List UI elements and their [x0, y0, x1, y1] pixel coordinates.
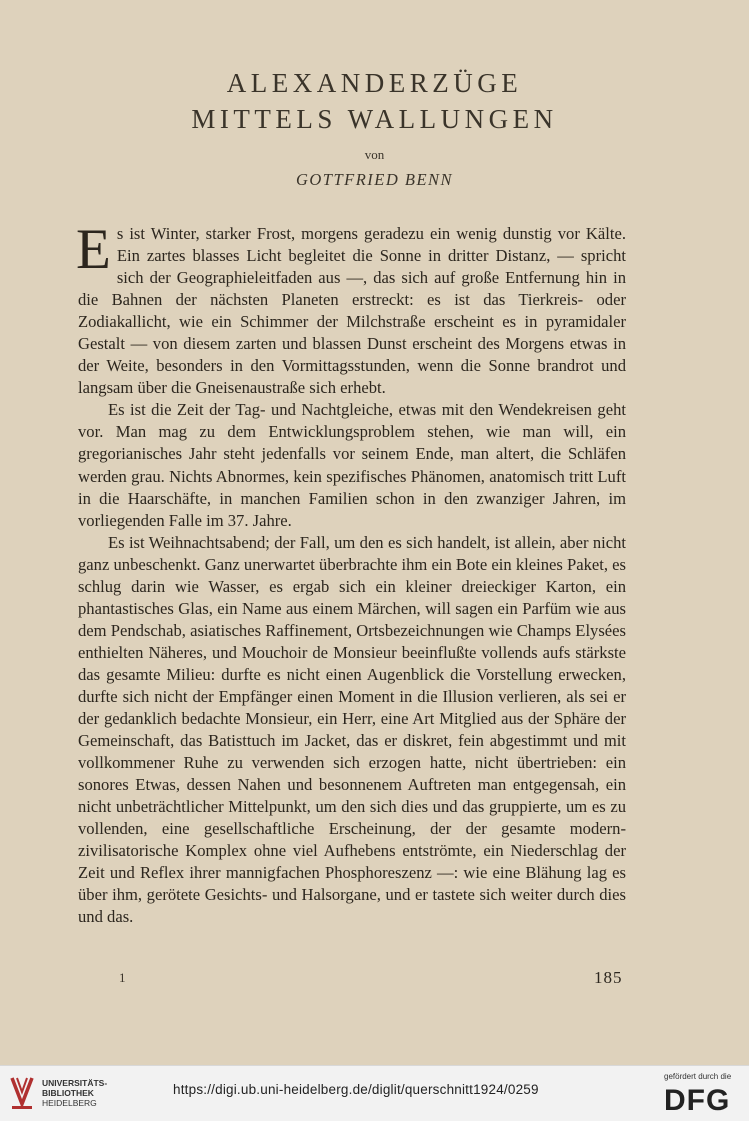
article-title-line1: ALEXANDERZÜGE — [226, 68, 523, 98]
funding-label: gefördert durch die — [664, 1072, 732, 1081]
viewer-footer — [0, 1065, 749, 1121]
dfg-logo: DFG — [664, 1084, 731, 1117]
paragraph-3: Es ist Weihnachtsabend; der Fall, um den es sich handelt, ist allein, aber nicht ganz unbeschenkt. Ganz unerwartet überbrachte ihm ein Bote ein kleines Paket, es schlug darin wie Wasser, es ergab sich ein kleiner dreieckiger Karton, ein phantastisches Glas, ein Name aus einem Märchen, will sagen ein Parfüm wie aus dem Pendschab, asiatisches Raffinement, Ortsbezeichnungen wie Champs Elysées enthielten Näheres, und Mouchoir de Monsieur beeinflußte vollends aufs stärkste das gesamte Milieu: durfte es nicht einen Augenblick die Vorstellung erwecken, durfte sich nicht der Empfänger einen Moment in die Illusion verlieren, als sei er der gedanklich bedachte Monsieur, ein Herr, eine Art Mitglied aus der Sphäre der Gemeinschaft, das Batisttuch im Jacket, das er diskret, fein abgestimmt und mit vollkommener Ruhe zu verwenden sich erzogen hatte, nicht übertrieben: ein sonores Etwas, dessen Nahen und besonnenem Auftreten man entgegensah, ein nicht unbeträchtlicher Mittelpunkt, um den sich dies und das gruppierte, um es zu vollenden, eine gesellschaftliche Erscheinung, der der gesamte modern-zivilisatorische Komplex ohne viel Aufhebens entströmte, ein Niederschlag der Zeit und Reflex ihrer mannigfachen Phosphoreszenz —: wie eine Blähung lag es über ihm, gerötete Gesichts- und Halsorgane, und er tastete sich weiter durch dies und das. — [78, 532, 626, 927]
byline-von: von — [364, 147, 385, 162]
author-name: GOTTFRIED BENN — [295, 170, 454, 189]
library-logo-icon — [8, 1074, 36, 1112]
drop-cap: E — [76, 218, 111, 281]
paragraph-1-text: s ist Winter, starker Frost, morgens geradezu ein wenig dunstig vor Kälte. Ein zartes blasses Licht begleitet die Sonne in dritter Distanz, — spricht sich der Geographieleitfaden aus —, das sich auf große Entfernung hin in die Bahnen der nächsten Planeten erstreckt: es ist das Tierkreis- oder Zodiakallicht, wie ein Schimmer der Milchstraße erscheint es in pyramidaler Gestalt — von diesem zarten und blassen Dunst erscheint des Morgens etwas in der Weite, besonders in den Vormittagsstunden, wenn die Sonne brandrot und langsam über die Gneisenaustraße sich erhebt. — [78, 224, 626, 398]
paragraph-1 — [76, 218, 626, 399]
article-body — [76, 218, 626, 929]
library-name-line2: BIBLIOTHEK — [42, 1088, 94, 1098]
library-name-line3: HEIDELBERG — [42, 1098, 97, 1108]
footnote-mark: 1 — [119, 970, 126, 985]
paragraph-2: Es ist die Zeit der Tag- und Nachtgleiche, etwas mit den Wendekreisen geht vor. Man mag zu dem Entwicklungsproblem stehen, wie man will, ein gregorianisches Jahr steht jedenfalls vor seinem Ende, man altert, die Schläfen werden grau. Nichts Abnormes, kein spezifisches Phänomen, anatomisch tritt Luft in die Haarschäfte, in manchen Familien schon in den zwanziger Jahren, im vorliegenden Falle im 37. Jahre. — [78, 400, 626, 530]
library-name — [42, 1078, 107, 1108]
article-title-line2: MITTELS WALLUNGEN — [191, 104, 558, 134]
library-name-line1: UNIVERSITÄTS- — [42, 1078, 108, 1088]
page-number: 185 — [594, 968, 623, 987]
permalink-url[interactable]: https://digi.ub.uni-heidelberg.de/diglit/querschnitt1924/0259 — [173, 1082, 539, 1097]
